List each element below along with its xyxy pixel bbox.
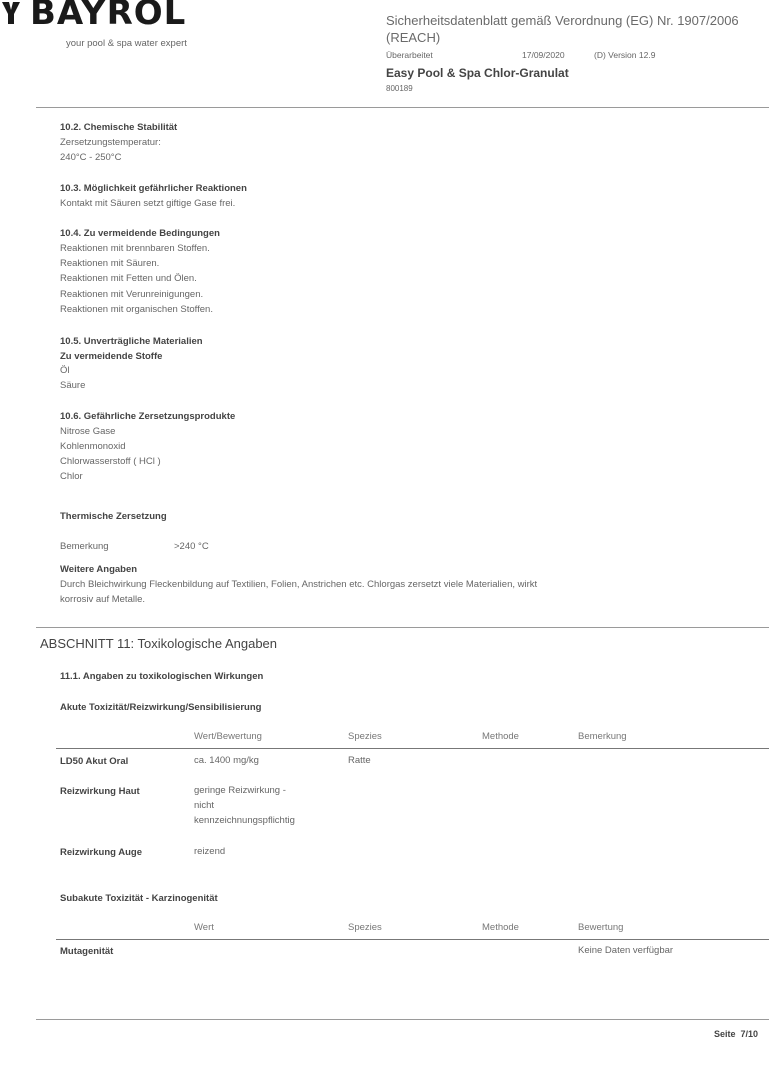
subacute-col-species: Spezies: [348, 922, 382, 933]
further-line: Durch Bleichwirkung Fleckenbildung auf Textilien, Folien, Anstrichen etc. Chlorgas zersetzt viele Materialien, wirkt: [60, 579, 538, 590]
s10-6-line: Kohlenmonoxid: [60, 441, 126, 452]
version: (D) Version 12.9: [594, 50, 656, 60]
table-row-label: Reizwirkung Haut: [60, 786, 140, 797]
acute-heading: Akute Toxizität/Reizwirkung/Sensibilisierung: [60, 702, 262, 713]
subacute-col-assessment: Bewertung: [578, 922, 624, 933]
table-row-assessment: Keine Daten verfügbar: [578, 945, 674, 956]
thermal-label: Bemerkung: [60, 541, 109, 552]
s11-1-heading: 11.1. Angaben zu toxikologischen Wirkungen: [60, 671, 264, 682]
acute-table-rule: [56, 748, 769, 749]
further-heading: Weitere Angaben: [60, 564, 138, 575]
s10-3-heading: 10.3. Möglichkeit gefährlicher Reaktionen: [60, 183, 247, 194]
brand-name: BAYROL: [30, 0, 187, 33]
header-divider: [36, 107, 769, 108]
table-row-label: Mutagenität: [60, 946, 114, 957]
s10-2-heading: 10.2. Chemische Stabilität: [60, 122, 178, 133]
table-row-label: Reizwirkung Auge: [60, 847, 142, 858]
s10-6-line: Nitrose Gase: [60, 426, 116, 437]
acute-col-remark: Bemerkung: [578, 731, 627, 742]
section11-title: ABSCHNITT 11: Toxikologische Angaben: [40, 636, 278, 651]
s10-6-line: Chlor: [60, 471, 83, 482]
page-number: Seite 7/10: [713, 1029, 758, 1039]
bayrol-logo: [0, 0, 250, 32]
s10-6-heading: 10.6. Gefährliche Zersetzungsprodukte: [60, 411, 236, 422]
s10-4-heading: 10.4. Zu vermeidende Bedingungen: [60, 228, 220, 239]
footer-divider: [36, 1019, 769, 1020]
s10-4-line: Reaktionen mit brennbaren Stoffen.: [60, 243, 210, 254]
table-row-value: ca. 1400 mg/kg: [194, 755, 259, 766]
bayrol-mark-icon: [0, 0, 22, 26]
acute-col-species: Spezies: [348, 731, 382, 742]
product-code: 800189: [386, 84, 413, 93]
s10-4-line: Reaktionen mit Fetten und Ölen.: [60, 273, 197, 284]
acute-col-method: Methode: [482, 731, 519, 742]
subacute-table-rule: [56, 939, 769, 940]
subacute-col-method: Methode: [482, 922, 519, 933]
thermal-heading: Thermische Zersetzung: [60, 511, 167, 522]
subacute-heading: Subakute Toxizität - Karzinogenität: [60, 893, 218, 904]
s10-4-line: Reaktionen mit Säuren.: [60, 258, 160, 269]
subacute-col-value: Wert: [194, 922, 214, 933]
s10-5-heading: 10.5. Unverträgliche Materialien: [60, 336, 203, 347]
document-title: Sicherheitsdatenblatt gemäß Verordnung (EG) Nr. 1907/2006 (REACH): [386, 13, 739, 45]
tagline: your pool & spa water expert: [66, 38, 187, 49]
s10-4-line: Reaktionen mit Verunreinigungen.: [60, 289, 204, 300]
revision-info: [386, 50, 766, 60]
s10-5-line: Säure: [60, 380, 86, 391]
s10-4-line: Reaktionen mit organischen Stoffen.: [60, 304, 213, 315]
s10-5-subheading: Zu vermeidende Stoffe: [60, 351, 163, 362]
s10-6-line: Chlorwasserstoff ( HCl ): [60, 456, 161, 467]
thermal-value: >240 °C: [174, 541, 209, 552]
table-row-value: kennzeichnungspflichtig: [194, 815, 295, 826]
revised-label: Überarbeitet: [386, 50, 433, 60]
s10-3-line: Kontakt mit Säuren setzt giftige Gase frei.: [60, 198, 236, 209]
further-line: korrosiv auf Metalle.: [60, 594, 146, 605]
table-row-species: Ratte: [348, 755, 371, 766]
section-divider: [36, 627, 769, 628]
table-row-label: LD50 Akut Oral: [60, 756, 129, 767]
s10-2-line: Zersetzungstemperatur:: [60, 137, 161, 148]
s10-5-line: Öl: [60, 365, 70, 376]
table-row-value: geringe Reizwirkung -: [194, 785, 286, 796]
product-name: Easy Pool & Spa Chlor-Granulat: [386, 66, 569, 80]
table-row-value: reizend: [194, 846, 226, 857]
s10-2-line: 240°C - 250°C: [60, 152, 122, 163]
table-row-value: nicht: [194, 800, 215, 811]
revised-date: 17/09/2020: [522, 50, 565, 60]
acute-col-value: Wert/Bewertung: [194, 731, 262, 742]
